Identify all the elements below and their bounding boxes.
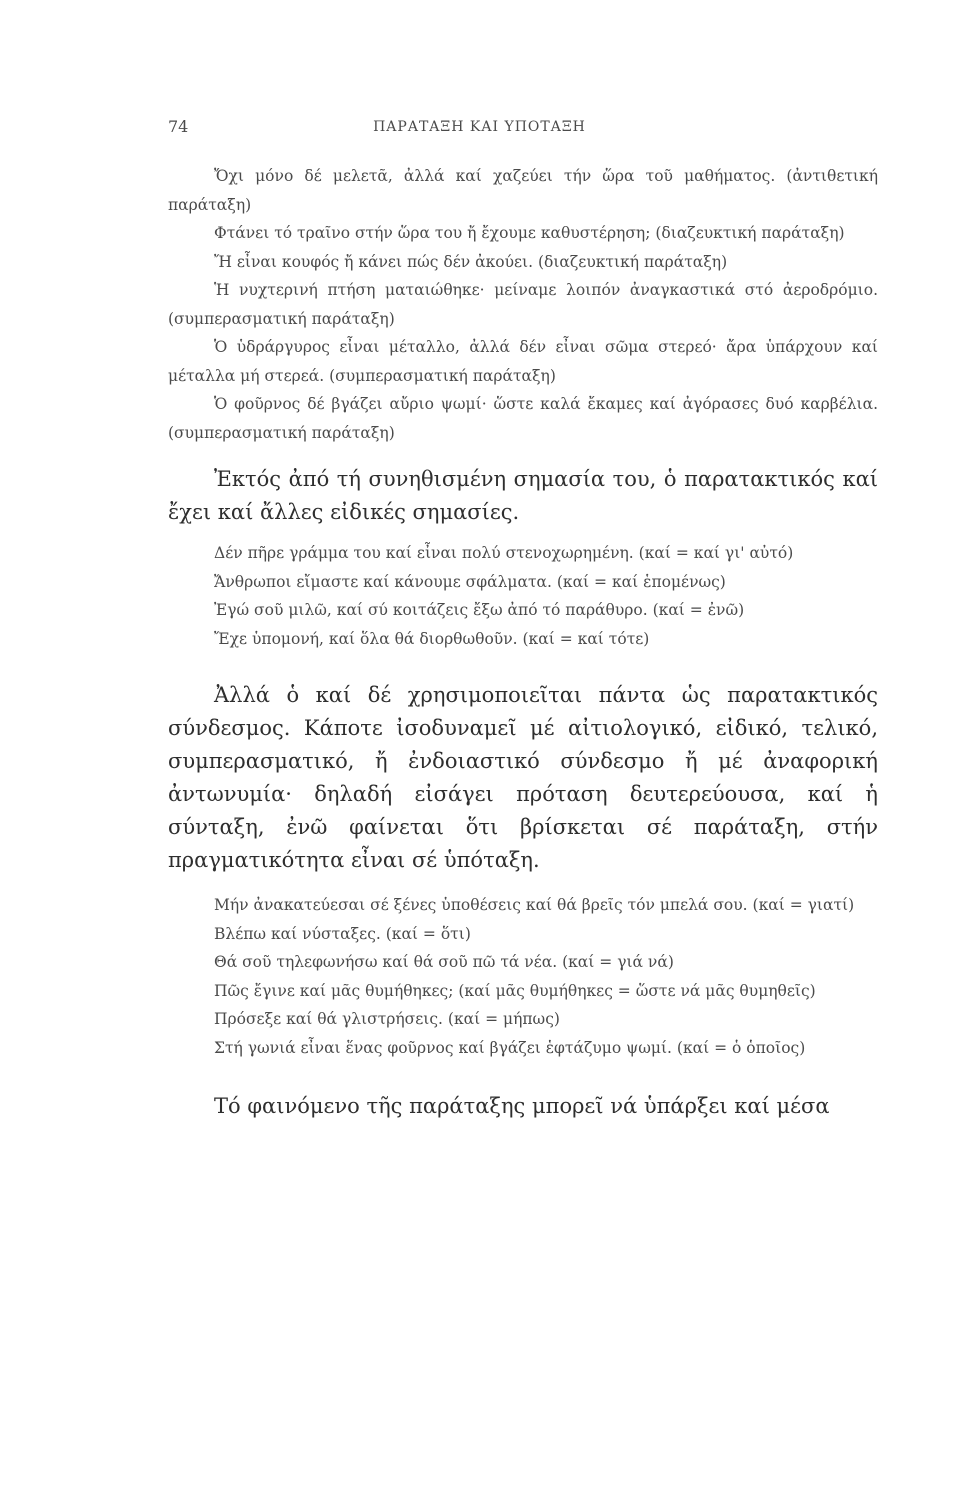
example-paragraph: Ὄχι μόνο δέ μελετᾶ, ἀλλά καί χαζεύει τήν ὥρα τοῦ μαθήματος. (ἀντιθετική παράταξη) — [168, 167, 878, 214]
example-paragraph: Πρόσεξε καί θά γλιστρήσεις. (καί = μήπως) — [214, 1010, 560, 1028]
example-paragraph: Ὁ ὑδράργυρος εἶναι μέταλλο, ἀλλά δέν εἶναι σῶμα στερεό· ἄρα ὑπάρχουν καί μέταλλα μή στερεά. (συμπερασματική παράταξη) — [168, 338, 878, 385]
example-paragraph: Στή γωνιά εἶναι ἕνας φοῦρνος καί βγάζει ἑφτάζυμο ψωμί. (καί = ὁ ὁποῖος) — [214, 1038, 806, 1057]
example-paragraph: Μήν ἀνακατεύεσαι σέ ξένες ὑποθέσεις καί θά βρεῖς τόν μπελά σου. (καί = γιατί) — [214, 896, 855, 914]
example-paragraph: Δέν πῆρε γράμμα του καί εἶναι πολύ στενοχωρημένη. (καί = καί γι' αὐτό) — [214, 544, 794, 562]
page-number: 74 — [168, 117, 189, 136]
explanation-section — [168, 679, 878, 877]
example-paragraph: Ἤ εἶναι κουφός ἤ κάνει πώς δέν ἀκούει. (διαζευκτική παράταξη) — [214, 252, 728, 271]
body-paragraph: Ἐκτός ἀπό τή συνηθισμένη σημασία του, ὁ παρατακτικός καί ἔχει καί ἄλλες εἰδικές σημασίες. — [168, 467, 878, 524]
examples-group-1 — [168, 162, 878, 447]
example-paragraph: Θά σοῦ τηλεφωνήσω καί θά σοῦ πῶ τά νέα. (καί = γιά νά) — [214, 953, 674, 971]
intro-kai-section — [168, 463, 878, 529]
example-paragraph: Ἔχε ὑπομονή, καί ὅλα θά διορθωθοῦν. (καί = καί τότε) — [214, 629, 650, 648]
example-paragraph: Ἄνθρωποι εἴμαστε καί κάνουμε σφάλματα. (καί = καί ἑπομένως) — [214, 572, 726, 591]
running-title: ΠΑΡΑΤΑΞΗ ΚΑΙ ΥΠΟΤΑΞΗ — [373, 119, 586, 135]
example-paragraph: Ἐγώ σοῦ μιλῶ, καί σύ κοιτάζεις ἔξω ἀπό τό παράθυρο. (καί = ἐνῶ) — [214, 601, 745, 619]
examples-group-3 — [168, 891, 878, 1062]
example-paragraph: Ἡ νυχτερινή πτήση ματαιώθηκε· μείναμε λοιπόν ἀναγκαστικά στό ἀεροδρόμιο. (συμπερασματική παράταξη) — [168, 281, 878, 328]
body-paragraph: Τό φαινόμενο τῆς παράταξης μπορεῖ νά ὑπάρξει καί μέσα — [214, 1094, 830, 1118]
example-paragraph: Βλέπω καί νύσταξες. (καί = ὅτι) — [214, 924, 471, 943]
page-body — [168, 162, 878, 1123]
examples-group-2 — [168, 539, 878, 653]
body-paragraph: Ἀλλά ὁ καί δέ χρησιμοποιεῖται πάντα ὡς παρατακτικός σύνδεσμος. Κάποτε ἰσοδυναμεῖ μέ αἰτιολογικό, εἰδικό, τελικό, συμπερασματικό, ἤ ἐνδοιαστικό σύνδεσμο ἤ μέ ἀναφορική ἀντωνυμία· δηλαδή εἰσάγει πρόταση δευτερεύουσα, καί ἡ σύνταξη, ἐνῶ φαίνεται ὅτι βρίσκεται σέ παράταξη, στήν πραγματικότητα εἶναι σέ ὑπόταξη. — [168, 683, 878, 872]
closing-section — [168, 1090, 878, 1123]
example-paragraph: Φτάνει τό τραῖνο στήν ὥρα του ἤ ἔχουμε καθυστέρηση; (διαζευκτική παράταξη) — [214, 224, 845, 242]
example-paragraph: Ὁ φοῦρνος δέ βγάζει αὔριο ψωμί· ὥστε καλά ἔκαμες καί ἀγόρασες δυό καρβέλια. (συμπερασματική παράταξη) — [168, 395, 878, 442]
example-paragraph: Πῶς ἔγινε καί μᾶς θυμήθηκες; (καί μᾶς θυμήθηκες = ὥστε νά μᾶς θυμηθεῖς) — [214, 981, 816, 1000]
